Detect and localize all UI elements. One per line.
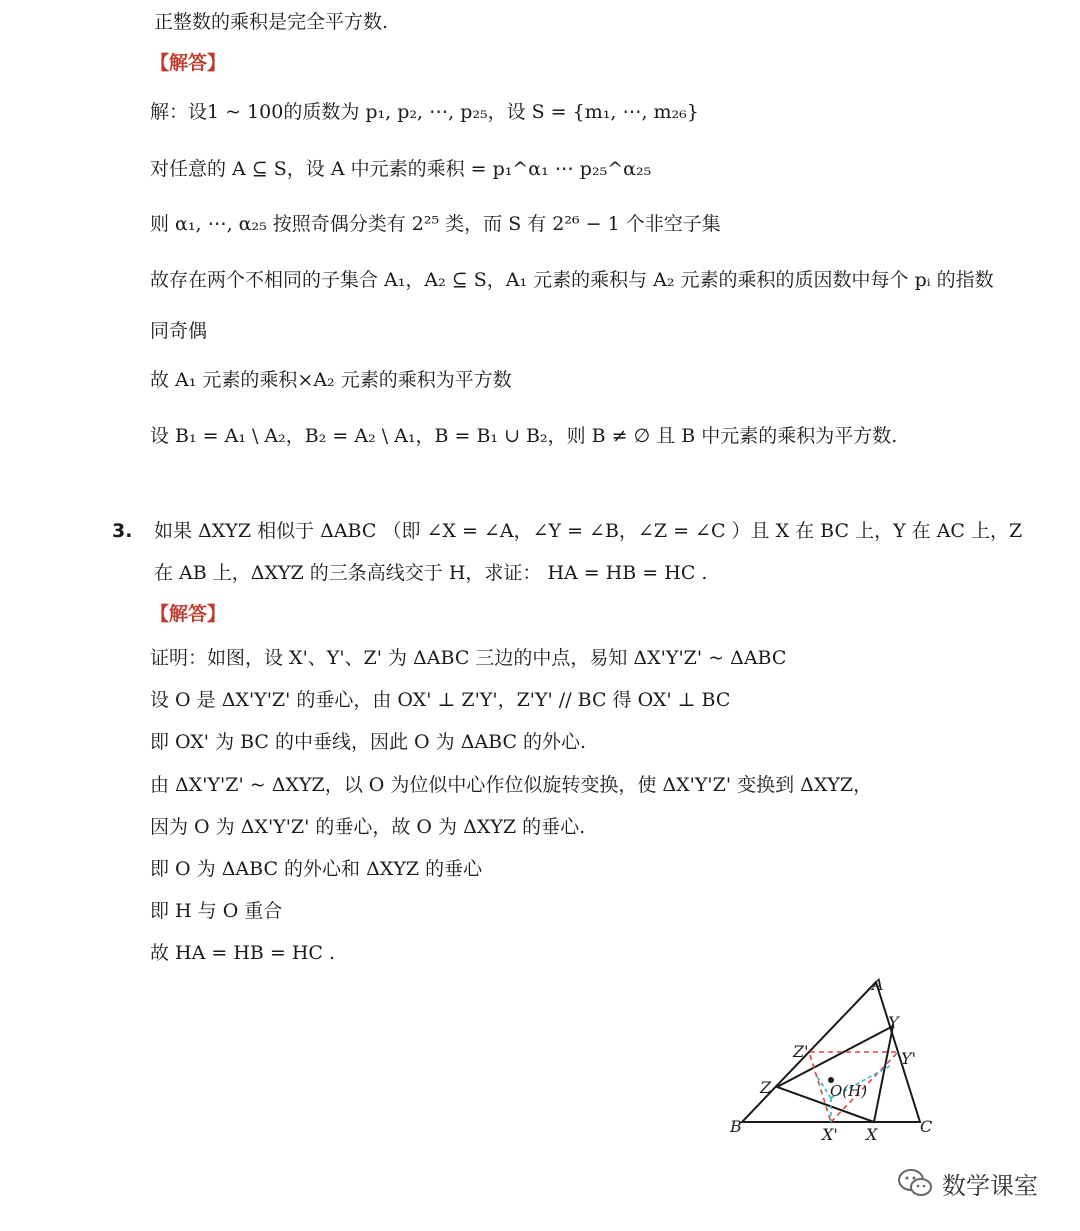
proof-line-5: 因为 O 为 ΔX'Y'Z' 的垂心，故 O 为 ΔXYZ 的垂心. [150,816,586,838]
label-y: Y [888,1013,899,1032]
proof-line-7: 即 H 与 O 重合 [150,900,283,922]
proof-line-6: 即 O 为 ΔABC 的外心和 ΔXYZ 的垂心 [150,858,483,880]
answer-label-1: 【解答】 [150,52,227,74]
label-c: C [920,1117,933,1136]
proof-line-4: 由 ΔX'Y'Z' ~ ΔXYZ，以 O 为位似中心作位似旋转变换，使 ΔX'Y'Z' 变换到 ΔXYZ， [150,774,873,796]
text-line-top: 正整数的乘积是完全平方数. [154,11,389,33]
solution-line-4: 故存在两个不相同的子集合 A₁，A₂ ⊆ S，A₁ 元素的乘积与 A₂ 元素的乘积的质因数中每个 pᵢ 的指数 [150,269,994,291]
proof-line-8: 故 HA = HB = HC . [150,942,336,964]
label-x-prime: X' [822,1125,838,1144]
label-x: X [866,1125,878,1144]
label-o-h: O(H) [830,1082,868,1100]
label-z: Z [760,1078,772,1097]
question-line-2: 在 AB 上，ΔXYZ 的三条高线交于 H，求证： HA = HB = HC . [154,562,708,584]
proof-line-1: 证明：如图，设 X'、Y'、Z' 为 ΔABC 三边的中点，易知 ΔX'Y'Z' ~ ΔABC [150,647,787,669]
question-line-1: 如果 ΔXYZ 相似于 ΔABC （即 ∠X = ∠A，∠Y = ∠B，∠Z = ∠C ）且 X 在 BC 上，Y 在 AC 上，Z [154,520,1023,542]
solution-line-3: 则 α₁, ⋯, α₂₅ 按照奇偶分类有 2²⁵ 类，而 S 有 2²⁶ − 1 个非空子集 [150,213,721,235]
wechat-icon [898,1168,932,1198]
proof-line-2: 设 O 是 ΔX'Y'Z' 的垂心，由 OX' ⊥ Z'Y'，Z'Y' // BC 得 OX' ⊥ BC [150,689,731,711]
triangle-figure [720,970,970,1150]
label-a: A [872,975,884,994]
label-y-prime: Y' [901,1049,916,1068]
watermark [898,1163,1038,1203]
question-number: 3. [112,520,133,542]
solution-line-7: 设 B₁ = A₁ \ A₂，B₂ = A₂ \ A₁，B = B₁ ∪ B₂，则 B ≠ ∅ 且 B 中元素的乘积为平方数. [150,425,898,447]
solution-line-6: 故 A₁ 元素的乘积×A₂ 元素的乘积为平方数 [150,369,512,391]
solution-line-5: 同奇偶 [150,320,208,342]
solution-line-1: 解：设1 ~ 100的质数为 p₁, p₂, ⋯, p₂₅，设 S = {m₁, ⋯, m₂₆} [150,101,699,123]
answer-label-2: 【解答】 [150,603,227,625]
label-b: B [730,1117,742,1136]
proof-line-3: 即 OX' 为 BC 的中垂线，因此 O 为 ΔABC 的外心. [150,731,587,753]
label-z-prime: Z' [793,1042,809,1061]
watermark-text: 数学课室 [942,1171,1038,1200]
solution-line-2: 对任意的 A ⊆ S，设 A 中元素的乘积 = p₁^α₁ ⋯ p₂₅^α₂₅ [150,158,652,180]
